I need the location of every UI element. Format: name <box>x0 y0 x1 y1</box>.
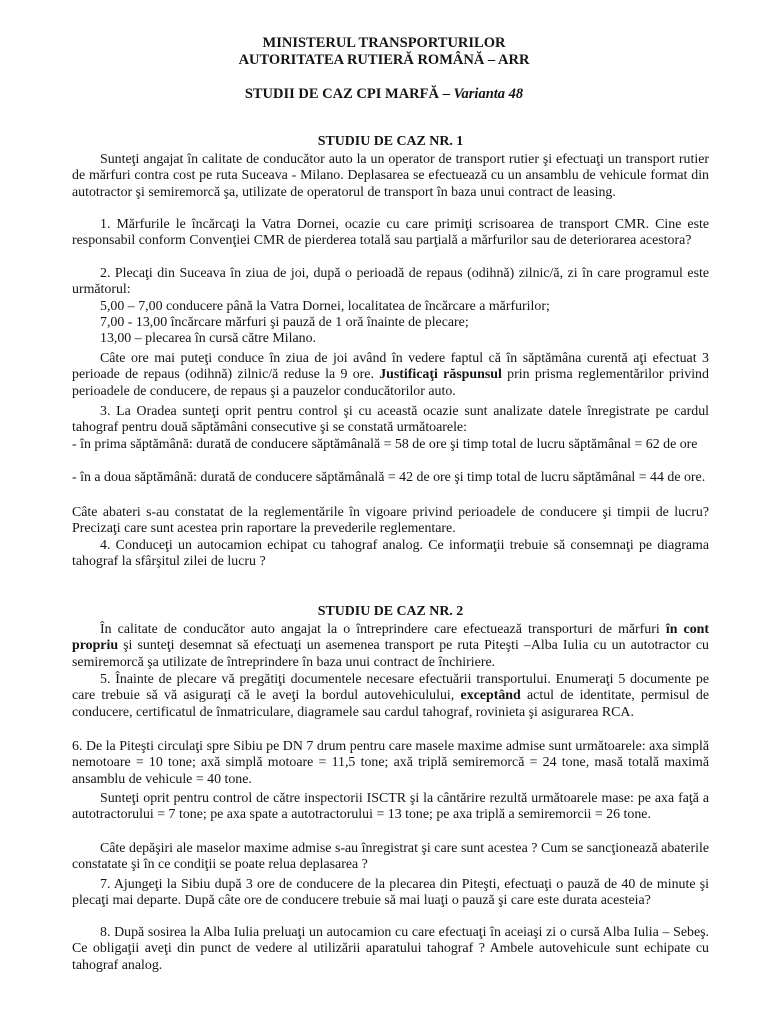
case-2-question-6-measurements: Sunteţi oprit pentru control de către inspectorii ISCTR şi la cântărire rezultă următoarele mase: pe axa faţă a autotractorului = 7 tone; pe axa spate a autotractorului = 13 tone; pe axa triplă a semiremorcii = 26 tone. <box>72 791 709 823</box>
week-1-data: - în prima săptămână: durată de conducere săptămânală = 58 de ore şi timp total de lucru săptămânal = 62 de ore <box>72 437 698 452</box>
case-1-question-2: 2. Plecaţi din Suceava în ziua de joi, după o perioadă de repaus (odihnă) zilnic/ă, zi în care programul este următorul: <box>72 266 709 298</box>
question-5-text: 5. Înainte de plecare vă pregătiţi documentele necesare efectuării transportului. Enumeraţi 5 documente pe care trebuie să vă asiguraţi că le aveţi la bordul autovehiculului, <box>72 672 709 704</box>
question-2-detail-end: prin prisma reglementărilor privind perioadele de conducere, de repaus şi a pauzelor conducătorilor auto. <box>72 367 709 399</box>
excepting-emphasis: exceptând <box>460 688 521 704</box>
schedule-line-3: 13,00 – plecarea în cursă către Milano. <box>100 331 316 346</box>
case-1-intro: Sunteţi angajat în calitate de conducător auto la un operator de transport rutier şi efectuaţi un transport rutier de mărfuri contra cost pe ruta Suceava - Milano. Deplasarea se efectuează cu un ansamblu de vehicule format din autotractor şi semiremorcă şa, utilizate de operatorul de transport în baza unui contract de leasing. <box>72 152 709 200</box>
case-1-question-3: 3. La Oradea sunteţi oprit pentru control şi cu această ocazie sunt analizate datele înregistrate pe cardul tahograf pentru două săptămâni consecutive şi se constată următoarele: <box>72 404 709 436</box>
case-2-question-8: 8. După sosirea la Alba Iulia preluaţi un autocamion cu care efectuaţi în aceiaşi zi o cursă Alba Iulia – Sebeş. Ce obligaţii aveţi din punct de vedere al utilizării aparatului tahograf ? Ambele autovehicule sunt echipate cu tahograf analog. <box>72 925 709 973</box>
case-2-question-5 <box>72 672 709 721</box>
case-2-question-6: 6. De la Piteşti circulaţi spre Sibiu pe DN 7 drum pentru care masele maxime admise sunt următoarele: axa simplă nemotoare = 10 tone; axă simplă motoare = 11,5 tone; axă triplă semiremorcă = 24 tone, masă totală maximă ansamblu de vehicule = 40 tone. <box>72 739 709 787</box>
case-2-question-7: 7. Ajungeţi la Sibiu după 3 ore de conducere de la plecarea din Piteşti, efectuaţi o pauză de 40 de minute şi plecaţi mai departe. După câte ore de conducere trebuie să mai luaţi o pauză şi care este durata acesteia? <box>72 877 709 909</box>
variant-label: Varianta 48 <box>453 86 524 102</box>
own-account-emphasis: în cont propriu <box>72 622 709 654</box>
case-1-question-4: 4. Conduceţi un autocamion echipat cu tahograf analog. Ce informaţii trebuie să consemnaţi pe diagrama tahograf la sfârşitul zilei de lucru ? <box>72 538 709 570</box>
question-2-detail-text: Câte ore mai puteţi conduce în ziua de joi având în vedere faptul că în săptămâna curentă aţi efectuat 3 perioade de repaus (odihnă) zilnic/ă reduse la 9 ore. <box>72 351 709 383</box>
case-1-question-2-detail <box>72 351 709 400</box>
document-title <box>0 86 768 103</box>
ministry-title: MINISTERUL TRANSPORTURILOR <box>262 35 506 51</box>
schedule-line-2: 7,00 - 13,00 încărcare mărfuri şi pauză de 1 oră înainte de plecare; <box>100 315 469 330</box>
case-2-intro-end: şi sunteţi desemnat să efectuaţi un asemenea transport pe ruta Piteşti –Alba Iulia cu un autotractor cu semiremorcă şa utilizate de întreprindere în baza unui contract de închiriere. <box>72 638 709 670</box>
case-1-question-3-end: Câte abateri s-au constatat de la reglementările în vigoare privind perioadele de conducere şi timpii de lucru? Precizaţi care sunt acestea prin raportare la prevederile reglementare. <box>72 505 709 537</box>
case-study-1-heading: STUDIU DE CAZ NR. 1 <box>317 134 464 149</box>
case-study-2-heading: STUDIU DE CAZ NR. 2 <box>317 604 464 619</box>
case-2-question-6-end: Câte depăşiri ale maselor maxime admise s-au înregistrat şi care sunt acestea ? Cum se sancţionează abaterile constatate şi în ce condiţii se poate relua deplasarea ? <box>72 841 709 873</box>
case-2-intro <box>72 622 709 671</box>
document-title-main: STUDII DE CAZ CPI MARFĂ – <box>244 86 450 102</box>
schedule-line-1: 5,00 – 7,00 conducere până la Vatra Dornei, localitatea de încărcare a mărfurilor; <box>100 299 550 314</box>
case-1-question-1: 1. Mărfurile le încărcaţi la Vatra Dornei, ocazie cu care primiţi scrisoarea de transport CMR. Cine este responsabil conform Convenţiei CMR de pierderea totală sau parţială a mărfurilor sau de deteriorarea acestora? <box>72 217 709 249</box>
case-2-intro-text: În calitate de conducător auto angajat la o întreprindere care efectuează transporturi de mărfuri <box>100 622 660 637</box>
question-5-end: actul de identitate, permisul de conducere, certificatul de înmatriculare, diagramele sau cardul tahograf, rovinieta şi asigurarea RCA. <box>72 688 709 720</box>
justify-answer-emphasis: Justificaţi răspunsul <box>379 367 502 383</box>
authority-title: AUTORITATEA RUTIERĂ ROMÂNĂ – ARR <box>238 52 530 68</box>
week-2-data: - în a doua săptămână: durată de conducere săptămânală = 42 de ore şi timp total de lucru săptămânal = 44 de ore. <box>72 470 706 485</box>
